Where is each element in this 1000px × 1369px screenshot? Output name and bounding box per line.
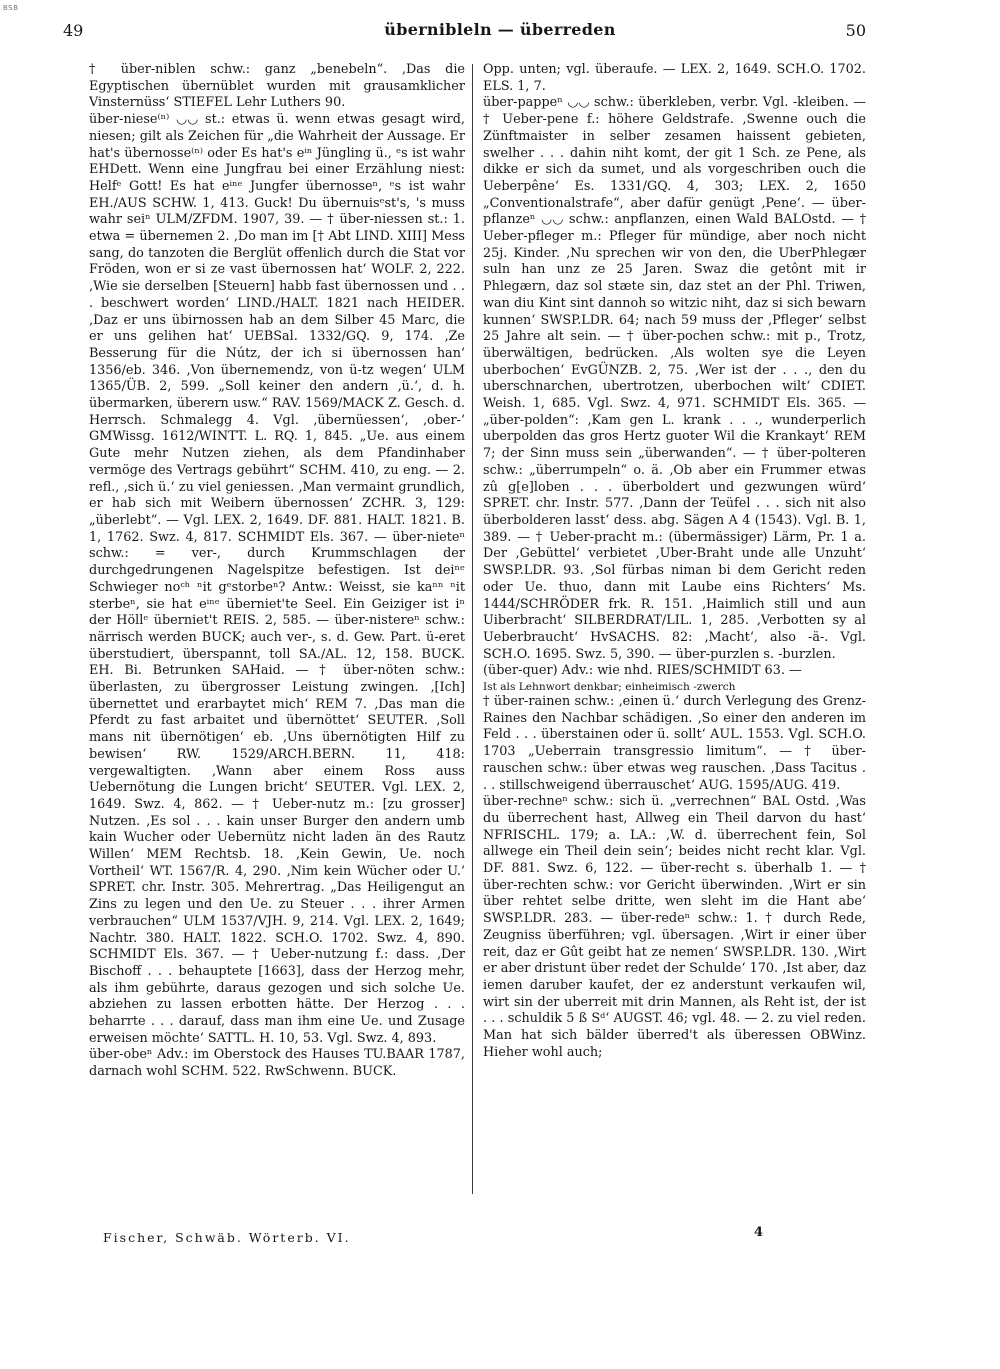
entry-ueber-rainen: † über-rainen schw.: ‚einen ü.‘ durch Verlegung des Grenz-Raines den Nachbar schädigen. ‚So einer den anderen im Feld . . . überstainen oder ü. sollt‘ AUL. 1553. Vgl. SCH.O. 1703 „Ueberrain transgressio limitum“. — † über-rauschen schw.: über etwas weg rauschen. ‚Dass Tacitus . . . stillschweigend überrauschet‘ AUG. 1595/AUG. 419. (483, 694, 866, 793)
entry-ueber-quer: (über-quer) Adv.: wie nhd. RIES/SCHMIDT 63. — (483, 663, 802, 679)
entry-ueber-oben-continued: Opp. unten; vgl. überaufe. — LEX. 2, 1649. SCH.O. 1702. ELS. 1, 7. (483, 62, 866, 94)
footer-source: Fischer, Schwäb. Wörterb. VI. (103, 1230, 351, 1245)
signature-mark: 4 (754, 1225, 764, 1240)
page-number-right: 50 (845, 21, 866, 40)
library-stamp: BSB (3, 4, 19, 12)
running-head: übernibleln — überreden (384, 20, 616, 39)
entry-ueber-oben: über-obeⁿ Adv.: im Oberstock des Hauses TU.BAAR 1787, darnach wohl SCHM. 522. RwSchwenn. BUCK. (89, 1047, 465, 1080)
right-column (483, 62, 866, 1182)
entry-ueber-niblen: † über-niblen schw.: ganz „benebeln“. ‚Das die Egyptischen übernüblet wurden mit grausamklicher Vinsternüss‘ STIEFEL Lehr Luthers 90. (89, 62, 465, 111)
entry-ueber-niesen: über-niese⁽ⁿ⁾ ◡◡ st.: etwas ü. wenn etwas gesagt wird, niesen; gilt als Zeichen für „die Wahrheit der Aussage. Er hat's übernosse⁽ⁿ⁾ oder Es hat's eⁱⁿ Jüngling ü., ᵉs ist wahr EHDett. Wenn eine Jungfrau bei einer Erzählung niest: Helfᵉ Gott! Es hat eⁱⁿᵉ Jungfer übernosseⁿ, ᵉs ist wahr EH./AUS SCHW. 1, 413. Guck! Du übernuisᵉst's, 's muss wahr seiⁿ ULM/ZFDM. 1907, 39. — † über-niessen st.: 1. etwa = übernemen 2. ‚Do man im [† Abt LIND. XIII] Mess sang, do tanzoten die Berglüt offenlich durch die Stat vor Fröden, won er si ze vast übernossen hat‘ WOLF. 2, 222. ‚Wie sie derselben [Steuern] habb fast übernossen und . . . beschwert worden‘ LIND./HALT. 1821 nach HEIDER. ‚Daz er uns übirnossen hab an dem Silber 45 Marc, die er uns gelihen hat‘ UEBSal. 1332/GQ. 9, 174. ‚Ze Besserung für die Nútz, der ich si übernossen han‘ 1356/eb. 346. ‚Von übernemendz, von ü-tz wegen‘ ULM 1365/ÜB. 2, 599. „Soll keiner den andern ‚ü.‘, d. h. übermarken, überern usw.“ RAV. 1569/MACK Z. Gesch. d. Herrsch. Schmalegg 4. Vgl. ‚übernüessen‘, ‚ober-‘ GMWissg. 1612/WINTT. L. RQ. 1, 845. „Ue. aus einem Gute mehr Nutzen ziehen, als dem Pfandinhaber vermöge des Vertrags gebührt“ SCHM. 410, zu eng. — 2. refl., ‚sich ü.‘ zu viel geniessen. ‚Man vermaint grundlich, er hab sich mit Weibern übernossen‘ ZCHR. 3, 129: „überlebt“. — Vgl. LEX. 2, 1649. DF. 881. HALT. 1821. B. 1, 1762. Swz. 4, 817. SCHMIDT Els. 367. — über-nieteⁿ schw.: = ver-, durch Krummschlagen der durchgedrungenen Nagelspitze befestigen. Ist deiⁿᵉ Schwieger noᶜʰ ⁿit gᵉstorbeⁿ? Antw.: Weisst, sie kaⁿⁿ ⁿit sterbeⁿ, sie hat eⁱⁿᵉ überniet'te Seel. Ein Geiziger ist iⁿ der Höllᵉ überniet't REIS. 2, 585. — über-nistereⁿ schw.: närrisch werden BUCK; auch ver-, s. d. Gew. Part. ü-eret überstudiert, überspannt, toll SA./AL. 12, 158. BUCK. EH. Bi. Betrunken SAHaid. — † über-nöten schw.: überlasten, zu übergrosser Leistung zwingen. ‚[Ich] übernettet und erarbaytet mich‘ REM 7. ‚Das man die Pferdt zu fast arbaitet und übernöttet‘ SEUTER. ‚Soll mans nit übernötigen‘ eb. ‚Uns übernötigten Hilf zu bewisen‘ RW. 1529/ARCH.BERN. 11, 418: vergewaltigten. ‚Wann aber einem Ross auss Uebernötung die Lungen bricht‘ SEUTER. Vgl. LEX. 2, 1649. Swz. 4, 862. — † Ueber-nutz m.: [zu grosser] Nutzen. ‚Es sol . . . kain unser Burger den andern umb kain Wucher oder Uebernütz nicht laden än des Rautz Willen‘ MEM Rechtsb. 18. ‚Kein Gewin, Ue. noch Vortheil‘ WT. 1567/R. 4, 290. ‚Nim kein Wücher oder U.‘ SPRET. chr. Instr. 305. Mehrertrag. „Das Heiligengut an Zins zu legen und den Ue. zu Steuer . . . ihrer Armen verbrauchen“ ULM 1537/VJH. 9, 214. Vgl. LEX. 2, 1649; Nachtr. 380. HALT. 1822. SCH.O. 1702. Swz. 4, 890. SCHMIDT Els. 367. — † Ueber-nutzung f.: dass. ‚Der Bischoff . . . behauptete [1663], dass der Herzog mehr, als ihm gebührte, daraus gezogen und sich solche Ue. abziehen zu lassen erbotten hätte. Der Herzog . . . beharrte . . . darauf, dass man ihm eine Ue. und Zusage erweisen möchte‘ SATTL. H. 10, 53. Vgl. Swz. 4, 893. (89, 112, 465, 1046)
left-column (89, 62, 465, 1182)
entry-ueber-rechnen: über-rechneⁿ schw.: sich ü. „verrechnen“ BAL Ostd. ‚Was du überrechent hast, Allweg ein Theil darvon du hast‘ NFRISCHL. 179; a. LA.: ‚W. d. überrechent fein, Sol allwege ein Theil dein sein‘; beides nicht recht klar. Vgl. DF. 881. Swz. 6, 122. — über-recht s. überhalb 1. — † über-rechten schw.: vor Gericht überwinden. ‚Wirt er sin über rehtet selbe dritte, wen sleht im die Hant abe‘ SWSP.LDR. 283. — über-redeⁿ schw.: 1. † durch Rede, Zeugniss überführen; vgl. übersagen. ‚Wirt ir einer über reit, daz er Gût geibt hat ze nemen‘ SWSP.LDR. 130. ‚Wirt er aber dristunt über redet der Schulde‘ 170. ‚Ist aber, daz iemen daruber kaufet, der ez anderstunt verkaufen wil, wirt sin der uberreit mit drin Mannen, als Reht ist, der ist . . . schuldik 5 ß Sᵈ‘ AUGST. 46; vgl. 48. — 2. zu viel reden. Man hat sich bälder überred't als überessen OBWinz. Hieher wohl auch; (483, 794, 866, 1060)
entry-ueber-quer-note: Ist als Lehnwort denkbar; einheimisch -zwerch (483, 681, 736, 694)
entry-ueber-pappen: über-pappeⁿ ◡◡ schw.: überkleben, verbr. Vgl. -kleiben. — † Ueber-pene f.: höhere Geldstrafe. ‚Swenne ouch die Zünftmaister in selber zesamen haissent gebieten, swelher . . . dahin niht komt, der git 1 Sch. ze Pene, als dikke er sich da sumet, und als vorgeschriben ouch die Ueberpêne‘ Es. 1331/GQ. 4, 303; LEX. 2, 1650 „Conventionalstrafe“, aber dafür genügt ‚Pene‘. — über-pflanzeⁿ ◡◡ schw.: anpflanzen, einen Wald BALOstd. — † Ueber-pfleger m.: Pfleger für mündige, aber noch nicht 25j. Kinder. ‚Nu sprechen wir von den, die UberPhlegær suln han unz ze 25 Jaren. Swaz die getônt mit ir Phlegærn, daz sol stæte sin, daz stet an der Phl. Triwen, wan diu Kint sint dannoh so witzic niht, daz si sich bewarn kunnen‘ SWSP.LDR. 64; nach 59 muss der ‚Pfleger‘ selbst 25 Jahre alt sein. — † über-pochen schw.: mit p., Trotz, überwältigen, bedrücken. ‚Als wolten sye die Leyen uberbochen‘ EvGÜNZB. 2, 75. ‚Wer ist der . . ., den du uberschnarchen, ubertrotzen, uberbochen wilt‘ CDIET. Weish. 1, 685. Vgl. Swz. 4, 971. SCHMIDT Els. 365. — „über-polden“: ‚Kam gen L. krank . . ., wunderperlich uberpolden das gros Hertz guoter Wil die Krankayt‘ REM 7; der Sinn muss sein „überwanden“. — † über-polteren schw.: „überrumpeln“ o. ä. ‚Ob aber ein Frummer etwas zû g[e]loben . . . überboldert und gezwungen würd‘ SPRET. chr. Instr. 577. ‚Dann der Teüfel . . . sich nit also überbolderen lasst‘ dess. abg. Sägen A 4 (1543). Vgl. B. 1, 389. — † Ueber-pracht m.: (übermässiger) Lärm, Pr. 1 a. Der ‚Gebüttel‘ verbietet ‚Uber-Braht unde alle Unzuht‘ SWSP.LDR. 93. ‚Sol fürbas niman bi dem Gericht reden oder Ue. thuo, dann mit Laube eins Richters‘ Ms. 1444/SCHRÖDER frk. R. 151. ‚Haimlich still und aun Uiberbracht‘ SILBERDRAT/LIL. 1, 285. ‚Verbotten sy al Ueberbraucht‘ HvSACHS. 82: ‚Macht‘, also -ä-. Vgl. SCH.O. 1695. Swz. 5, 390. — über-purzlen s. -burzlen. (483, 95, 866, 662)
column-divider (472, 64, 473, 1194)
page-number-left: 49 (63, 21, 84, 40)
